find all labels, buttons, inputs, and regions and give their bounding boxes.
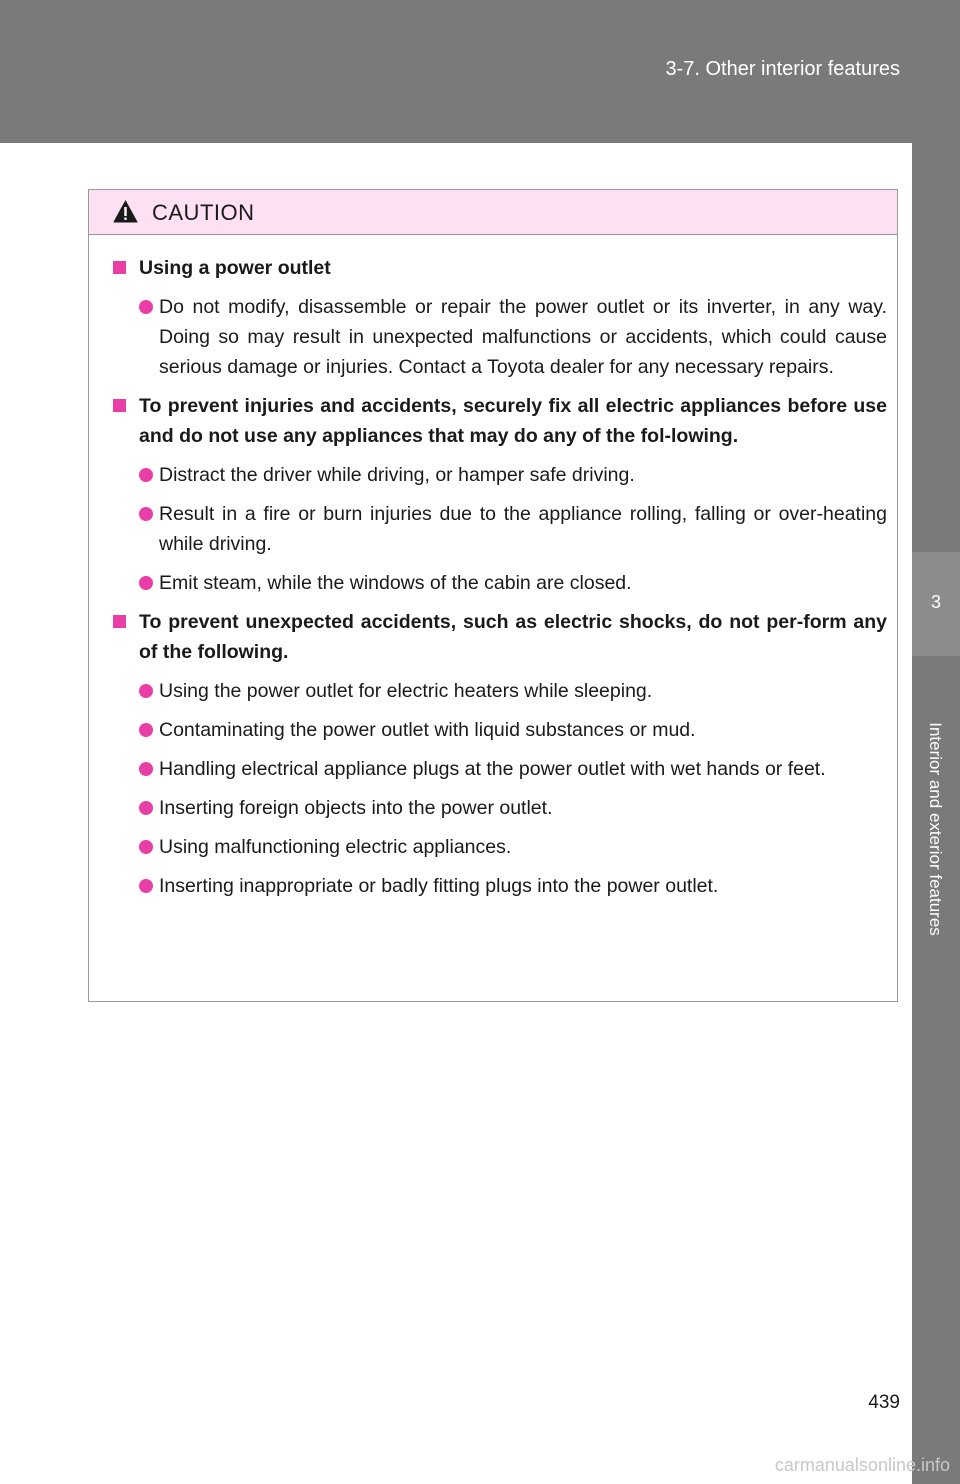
warning-triangle-icon (113, 200, 138, 223)
bullet-item: Do not modify, disassemble or repair the power outlet or its inverter, in any way. Doing so may result in unexpected malfunctions or accidents, which could cause serious damage or injuries. Contact a Toyota dealer for any necessary repairs. (111, 292, 887, 382)
bullet-item: Distract the driver while driving, or hamper safe driving. (111, 460, 887, 490)
section-label: 3-7. Other interior features (665, 58, 900, 80)
chapter-title: Interior and exterior features (926, 722, 945, 936)
caution-box (88, 189, 898, 1002)
bullet-item: Contaminating the power outlet with liquid substances or mud. (111, 715, 887, 745)
side-tab-upper (912, 143, 960, 552)
bullet-item: Using malfunctioning electric appliances. (111, 832, 887, 862)
header-banner (0, 0, 960, 143)
bullet-item: Emit steam, while the windows of the cabin are closed. (111, 568, 887, 598)
caution-body (111, 253, 887, 910)
bullet-item: Inserting inappropriate or badly fitting plugs into the power outlet. (111, 871, 887, 901)
caution-title: CAUTION (152, 200, 255, 225)
bullet-item: Inserting foreign objects into the power outlet. (111, 793, 887, 823)
section-heading: To prevent injuries and accidents, securely fix all electric appliances before use and do not use any appliances that may do any of the fol-lowing. (111, 391, 887, 451)
bullet-item: Handling electrical appliance plugs at the power outlet with wet hands or feet. (111, 754, 887, 784)
chapter-number: 3 (930, 592, 941, 612)
bullet-item: Using the power outlet for electric heaters while sleeping. (111, 676, 887, 706)
section-heading: Using a power outlet (111, 253, 887, 283)
section-heading: To prevent unexpected accidents, such as electric shocks, do not per-form any of the following. (111, 607, 887, 667)
caution-header (89, 190, 897, 235)
watermark: carmanualsonline.info (774, 1455, 950, 1475)
bullet-item: Result in a fire or burn injuries due to the appliance rolling, falling or over-heating while driving. (111, 499, 887, 559)
page-number: 439 (868, 1392, 900, 1413)
chapter-tab (912, 552, 960, 656)
